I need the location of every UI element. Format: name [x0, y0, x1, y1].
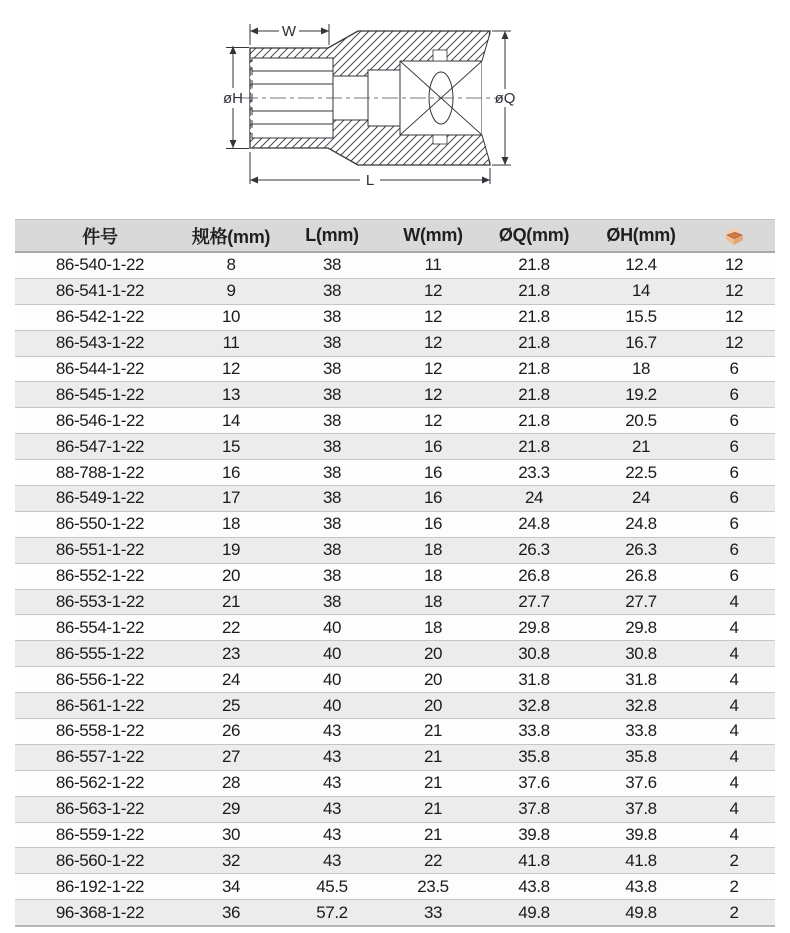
cell-pack-qty: 12 — [693, 278, 775, 304]
cell-spec: 19 — [185, 537, 277, 563]
cell-oh: 35.8 — [589, 744, 693, 770]
cell-part-number: 86-541-1-22 — [15, 278, 185, 304]
cell-w: 21 — [387, 770, 479, 796]
cell-oh: 14 — [589, 278, 693, 304]
cell-spec: 25 — [185, 693, 277, 719]
header-oq: ØQ(mm) — [479, 220, 589, 253]
table-row — [15, 667, 775, 693]
table-row — [15, 537, 775, 563]
table-row — [15, 822, 775, 848]
cell-part-number: 86-555-1-22 — [15, 641, 185, 667]
cell-w: 18 — [387, 615, 479, 641]
cell-pack-qty: 12 — [693, 304, 775, 330]
cell-oh: 49.8 — [589, 900, 693, 926]
cell-oh: 29.8 — [589, 615, 693, 641]
table-row — [15, 796, 775, 822]
cell-part-number: 86-550-1-22 — [15, 511, 185, 537]
cell-pack-qty: 6 — [693, 486, 775, 512]
cell-part-number: 96-368-1-22 — [15, 900, 185, 926]
dimension-label-oq: øQ — [494, 90, 516, 107]
cell-oq: 33.8 — [479, 719, 589, 745]
cell-l: 43 — [277, 822, 387, 848]
header-l: L(mm) — [277, 220, 387, 253]
cell-oh: 20.5 — [589, 408, 693, 434]
cell-part-number: 88-788-1-22 — [15, 460, 185, 486]
dimension-label-l: L — [365, 172, 375, 189]
cell-w: 16 — [387, 460, 479, 486]
cell-pack-qty: 6 — [693, 537, 775, 563]
table-row — [15, 848, 775, 874]
cell-oh: 32.8 — [589, 693, 693, 719]
cell-l: 38 — [277, 408, 387, 434]
cell-oh: 37.6 — [589, 770, 693, 796]
header-w: W(mm) — [387, 220, 479, 253]
cell-oh: 21 — [589, 434, 693, 460]
spec-table-header — [15, 220, 775, 253]
cell-pack-qty: 6 — [693, 408, 775, 434]
cell-part-number: 86-559-1-22 — [15, 822, 185, 848]
cell-w: 33 — [387, 900, 479, 926]
cell-oh: 16.7 — [589, 330, 693, 356]
cell-spec: 24 — [185, 667, 277, 693]
table-row — [15, 304, 775, 330]
table-row — [15, 252, 775, 278]
cell-l: 38 — [277, 537, 387, 563]
cell-oh: 33.8 — [589, 719, 693, 745]
cell-l: 38 — [277, 356, 387, 382]
cell-oq: 37.6 — [479, 770, 589, 796]
cell-oh: 26.3 — [589, 537, 693, 563]
cell-part-number: 86-558-1-22 — [15, 719, 185, 745]
table-row — [15, 900, 775, 926]
header-spec: 规格(mm) — [185, 220, 277, 253]
cell-w: 23.5 — [387, 874, 479, 900]
cell-l: 40 — [277, 693, 387, 719]
table-row — [15, 408, 775, 434]
cell-l: 43 — [277, 796, 387, 822]
cell-oq: 21.8 — [479, 278, 589, 304]
cell-w: 12 — [387, 356, 479, 382]
cell-l: 40 — [277, 641, 387, 667]
cell-oh: 19.2 — [589, 382, 693, 408]
cell-spec: 21 — [185, 589, 277, 615]
cell-oq: 29.8 — [479, 615, 589, 641]
cell-part-number: 86-556-1-22 — [15, 667, 185, 693]
cell-spec: 26 — [185, 719, 277, 745]
table-row — [15, 563, 775, 589]
table-row — [15, 770, 775, 796]
cell-oh: 15.5 — [589, 304, 693, 330]
cell-oq: 21.8 — [479, 408, 589, 434]
socket-cross-section-svg — [0, 0, 790, 214]
cell-w: 11 — [387, 252, 479, 278]
cell-oh: 39.8 — [589, 822, 693, 848]
socket-technical-drawing — [0, 0, 790, 214]
cell-oq: 27.7 — [479, 589, 589, 615]
cell-oq: 30.8 — [479, 641, 589, 667]
cell-part-number: 86-563-1-22 — [15, 796, 185, 822]
cell-l: 57.2 — [277, 900, 387, 926]
cell-part-number: 86-560-1-22 — [15, 848, 185, 874]
cell-w: 18 — [387, 589, 479, 615]
cell-l: 38 — [277, 434, 387, 460]
cell-pack-qty: 4 — [693, 822, 775, 848]
cell-oq: 26.8 — [479, 563, 589, 589]
cell-w: 21 — [387, 822, 479, 848]
cell-part-number: 86-540-1-22 — [15, 252, 185, 278]
cell-pack-qty: 2 — [693, 874, 775, 900]
cell-spec: 20 — [185, 563, 277, 589]
cell-part-number: 86-552-1-22 — [15, 563, 185, 589]
cell-w: 12 — [387, 278, 479, 304]
cell-pack-qty: 4 — [693, 770, 775, 796]
packing-box-icon — [721, 226, 747, 246]
table-row — [15, 382, 775, 408]
cell-oq: 24 — [479, 486, 589, 512]
table-row — [15, 330, 775, 356]
cell-pack-qty: 6 — [693, 511, 775, 537]
cell-w: 22 — [387, 848, 479, 874]
cell-oq: 21.8 — [479, 330, 589, 356]
cell-oh: 30.8 — [589, 641, 693, 667]
cell-pack-qty: 4 — [693, 744, 775, 770]
table-row — [15, 589, 775, 615]
cell-spec: 17 — [185, 486, 277, 512]
cell-part-number: 86-557-1-22 — [15, 744, 185, 770]
cell-w: 18 — [387, 537, 479, 563]
cell-w: 21 — [387, 796, 479, 822]
cell-l: 40 — [277, 667, 387, 693]
cell-oq: 31.8 — [479, 667, 589, 693]
cell-part-number: 86-551-1-22 — [15, 537, 185, 563]
cell-l: 38 — [277, 460, 387, 486]
cell-l: 38 — [277, 563, 387, 589]
cell-spec: 12 — [185, 356, 277, 382]
cell-oq: 21.8 — [479, 382, 589, 408]
cell-oh: 41.8 — [589, 848, 693, 874]
cell-pack-qty: 6 — [693, 563, 775, 589]
cell-oh: 22.5 — [589, 460, 693, 486]
cell-part-number: 86-546-1-22 — [15, 408, 185, 434]
cell-spec: 9 — [185, 278, 277, 304]
table-row — [15, 641, 775, 667]
cell-w: 20 — [387, 693, 479, 719]
header-oh: ØH(mm) — [589, 220, 693, 253]
cell-spec: 28 — [185, 770, 277, 796]
table-row — [15, 278, 775, 304]
cell-pack-qty: 4 — [693, 693, 775, 719]
cell-w: 21 — [387, 744, 479, 770]
cell-part-number: 86-545-1-22 — [15, 382, 185, 408]
cell-spec: 8 — [185, 252, 277, 278]
cell-spec: 36 — [185, 900, 277, 926]
cell-spec: 13 — [185, 382, 277, 408]
table-row — [15, 434, 775, 460]
cell-w: 12 — [387, 382, 479, 408]
cell-oh: 12.4 — [589, 252, 693, 278]
cell-part-number: 86-554-1-22 — [15, 615, 185, 641]
cell-w: 16 — [387, 511, 479, 537]
cell-part-number: 86-543-1-22 — [15, 330, 185, 356]
cell-oq: 37.8 — [479, 796, 589, 822]
cell-w: 20 — [387, 641, 479, 667]
table-row — [15, 874, 775, 900]
cell-spec: 30 — [185, 822, 277, 848]
cell-pack-qty: 4 — [693, 719, 775, 745]
cell-w: 16 — [387, 486, 479, 512]
cell-l: 38 — [277, 330, 387, 356]
cell-spec: 34 — [185, 874, 277, 900]
cell-w: 18 — [387, 563, 479, 589]
cell-part-number: 86-192-1-22 — [15, 874, 185, 900]
cell-oq: 21.8 — [479, 356, 589, 382]
cell-oh: 43.8 — [589, 874, 693, 900]
cell-w: 21 — [387, 719, 479, 745]
cell-l: 43 — [277, 770, 387, 796]
cell-pack-qty: 2 — [693, 848, 775, 874]
cell-oh: 18 — [589, 356, 693, 382]
cell-pack-qty: 6 — [693, 382, 775, 408]
cell-oq: 35.8 — [479, 744, 589, 770]
dimension-label-w: W — [281, 23, 297, 40]
cell-pack-qty: 12 — [693, 252, 775, 278]
cell-w: 12 — [387, 304, 479, 330]
cell-pack-qty: 4 — [693, 667, 775, 693]
table-row — [15, 744, 775, 770]
cell-part-number: 86-561-1-22 — [15, 693, 185, 719]
header-part-number: 件号 — [15, 220, 185, 253]
cell-l: 38 — [277, 382, 387, 408]
cell-spec: 18 — [185, 511, 277, 537]
cell-oq: 32.8 — [479, 693, 589, 719]
cell-l: 43 — [277, 719, 387, 745]
cell-pack-qty: 6 — [693, 460, 775, 486]
cell-spec: 29 — [185, 796, 277, 822]
cell-w: 12 — [387, 408, 479, 434]
cell-pack-qty: 4 — [693, 796, 775, 822]
cell-pack-qty: 2 — [693, 900, 775, 926]
cell-pack-qty: 12 — [693, 330, 775, 356]
cell-oq: 21.8 — [479, 434, 589, 460]
cell-pack-qty: 4 — [693, 615, 775, 641]
cell-spec: 32 — [185, 848, 277, 874]
cell-oh: 27.7 — [589, 589, 693, 615]
spec-table-body — [15, 252, 775, 926]
cell-spec: 11 — [185, 330, 277, 356]
cell-part-number: 86-542-1-22 — [15, 304, 185, 330]
cell-l: 38 — [277, 511, 387, 537]
header-row — [15, 220, 775, 253]
cell-spec: 16 — [185, 460, 277, 486]
cell-part-number: 86-544-1-22 — [15, 356, 185, 382]
cell-spec: 27 — [185, 744, 277, 770]
cell-oq: 49.8 — [479, 900, 589, 926]
cell-spec: 10 — [185, 304, 277, 330]
cell-l: 43 — [277, 744, 387, 770]
cell-oq: 21.8 — [479, 304, 589, 330]
table-row — [15, 719, 775, 745]
cell-spec: 14 — [185, 408, 277, 434]
cell-pack-qty: 6 — [693, 356, 775, 382]
cell-w: 16 — [387, 434, 479, 460]
cell-l: 40 — [277, 615, 387, 641]
cell-oq: 23.3 — [479, 460, 589, 486]
header-pack-qty — [693, 220, 775, 253]
cell-l: 43 — [277, 848, 387, 874]
cell-l: 38 — [277, 278, 387, 304]
cell-w: 12 — [387, 330, 479, 356]
cell-spec: 22 — [185, 615, 277, 641]
cell-oq: 21.8 — [479, 252, 589, 278]
cell-oh: 24 — [589, 486, 693, 512]
spec-table — [15, 219, 775, 927]
cell-oq: 43.8 — [479, 874, 589, 900]
cell-pack-qty: 4 — [693, 641, 775, 667]
table-row — [15, 356, 775, 382]
cell-w: 20 — [387, 667, 479, 693]
cell-oq: 24.8 — [479, 511, 589, 537]
cell-l: 45.5 — [277, 874, 387, 900]
cell-l: 38 — [277, 486, 387, 512]
cell-oh: 24.8 — [589, 511, 693, 537]
cell-oq: 41.8 — [479, 848, 589, 874]
table-row — [15, 615, 775, 641]
cell-l: 38 — [277, 252, 387, 278]
cell-l: 38 — [277, 589, 387, 615]
detent-hole-bottom — [433, 135, 447, 144]
table-row — [15, 693, 775, 719]
cell-oq: 39.8 — [479, 822, 589, 848]
cell-spec: 23 — [185, 641, 277, 667]
cell-part-number: 86-562-1-22 — [15, 770, 185, 796]
cell-part-number: 86-553-1-22 — [15, 589, 185, 615]
cell-oh: 31.8 — [589, 667, 693, 693]
detent-hole-top — [433, 50, 447, 61]
cell-part-number: 86-549-1-22 — [15, 486, 185, 512]
cell-l: 38 — [277, 304, 387, 330]
table-row — [15, 486, 775, 512]
dimension-label-oh: øH — [223, 90, 243, 107]
cell-part-number: 86-547-1-22 — [15, 434, 185, 460]
cell-oh: 26.8 — [589, 563, 693, 589]
cell-oq: 26.3 — [479, 537, 589, 563]
table-row — [15, 460, 775, 486]
table-row — [15, 511, 775, 537]
cell-spec: 15 — [185, 434, 277, 460]
cell-oh: 37.8 — [589, 796, 693, 822]
cell-pack-qty: 6 — [693, 434, 775, 460]
cell-pack-qty: 4 — [693, 589, 775, 615]
